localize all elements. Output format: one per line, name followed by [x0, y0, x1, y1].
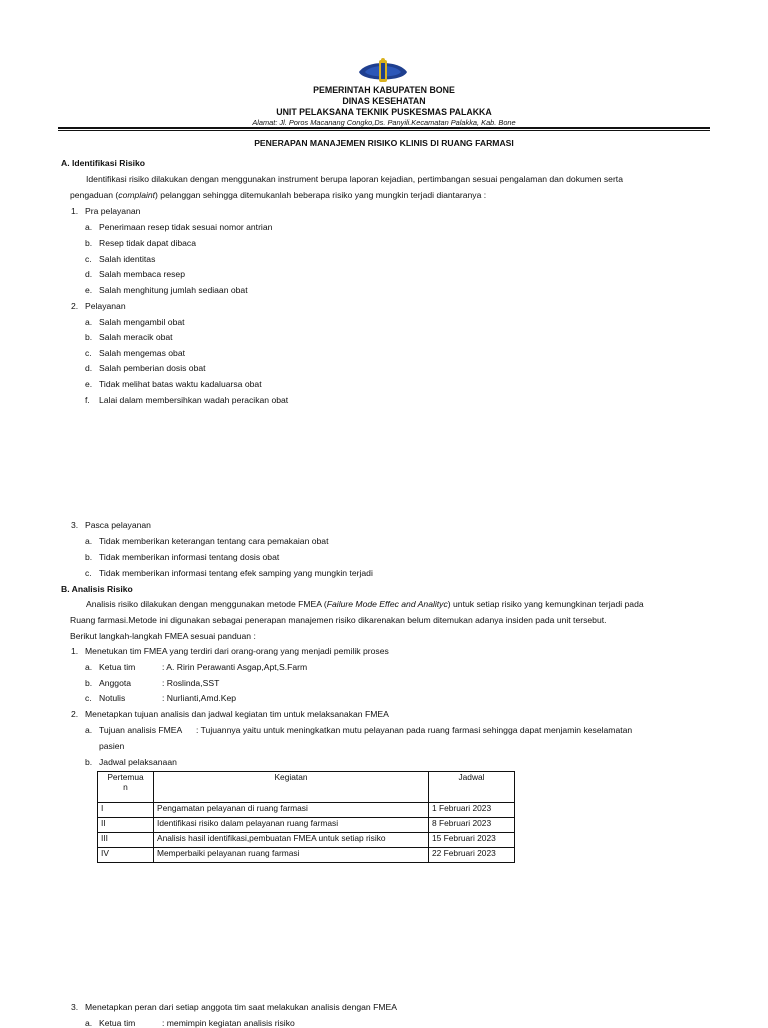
member-name: : A. Ririn Perawanti Asgap,Apt,S.Farm: [162, 662, 308, 672]
table-cell: 15 Februari 2023: [429, 833, 515, 848]
objective-label: Tujuan analisis FMEA: [99, 725, 183, 735]
list-letter: c.: [85, 693, 92, 703]
list-letter: b.: [85, 757, 93, 767]
table-cell: Identifikasi risiko dalam pelayanan ruang farmasi: [154, 818, 429, 833]
list-letter: f.: [85, 395, 90, 405]
objective-text: : Tujuannya yaitu untuk meningkatkan mutu pelayanan pada ruang farmasi sehingga dapat menjamin keselamatan: [196, 725, 633, 735]
list-letter: e.: [85, 379, 93, 389]
list-item: Lalai dalam membersihkan wadah peracikan obat: [99, 395, 289, 405]
header-government: PEMERINTAH KABUPATEN BONE: [313, 85, 455, 95]
list-letter: b.: [85, 678, 93, 688]
member-role: Ketua tim: [99, 662, 136, 672]
list-item: Salah identitas: [99, 254, 156, 264]
group-title-pelayanan: Pelayanan: [85, 301, 126, 311]
list-letter: a.: [85, 662, 93, 672]
list-letter: b.: [85, 238, 93, 248]
document-title: PENERAPAN MANAJEMEN RISIKO KLINIS DI RUANG FARMASI: [254, 138, 514, 148]
list-item: Tidak memberikan informasi tentang dosis obat: [99, 552, 280, 562]
schedule-label: Jadwal pelaksanaan: [99, 757, 177, 767]
role-description: : memimpin kegiatan analisis risiko: [162, 1018, 295, 1028]
objective-text-continued: pasien: [99, 741, 125, 751]
member-role: Anggota: [99, 678, 132, 688]
section-a-heading: A. Identifikasi Risiko: [61, 158, 146, 168]
section-b-paragraph-line1: Analisis risiko dilakukan dengan menggunakan metode FMEA (Failure Mode Effec and Analityc) untuk setiap risiko yang kemungkinan terjadi pada: [86, 599, 644, 609]
column-header-meeting: Pertemua n: [98, 772, 154, 803]
table-cell: Memperbaiki pelayanan ruang farmasi: [154, 848, 429, 863]
table-cell: Analisis hasil identifikasi,pembuatan FMEA untuk setiap risiko: [154, 833, 429, 848]
section-b-heading: B. Analisis Risiko: [61, 584, 133, 594]
header-address: Alamat: Jl. Poros Macanang Congko,Ds. Panyili.Kecamatan Palakka, Kab. Bone: [252, 118, 516, 127]
list-item: Tidak memberikan keterangan tentang cara pemakaian obat: [99, 536, 329, 546]
list-letter: d.: [85, 363, 93, 373]
list-item: Salah mengemas obat: [99, 348, 185, 358]
table-cell: Pengamatan pelayanan di ruang farmasi: [154, 803, 429, 818]
column-header-activity: Kegiatan: [154, 772, 429, 803]
member-name: : Roslinda,SST: [162, 678, 220, 688]
list-letter: c.: [85, 348, 92, 358]
group-title-pasca-pelayanan: Pasca pelayanan: [85, 520, 151, 530]
table-cell: IV: [98, 848, 154, 863]
list-letter: d.: [85, 269, 93, 279]
list-number: 2.: [71, 709, 79, 719]
list-item: Tidak melihat batas waktu kadaluarsa obat: [99, 379, 262, 389]
list-letter: a.: [85, 1018, 93, 1028]
list-item: Salah membaca resep: [99, 269, 185, 279]
table-cell: I: [98, 803, 154, 818]
list-item: Resep tidak dapat dibaca: [99, 238, 196, 248]
list-letter: a.: [85, 725, 93, 735]
table-row: [98, 803, 515, 818]
list-item: Tidak memberikan informasi tentang efek samping yang mungkin terjadi: [99, 568, 373, 578]
list-item: Salah meracik obat: [99, 332, 173, 342]
section-a-paragraph-line2: pengaduan (complaint) pelanggan sehingga ditemukanlah beberapa risiko yang mungkin terjadi diantaranya :: [70, 190, 487, 200]
section-b-paragraph-line2: Ruang farmasi.Metode ini digunakan sebagai penerapan manajemen risiko dikarenakan belum ditemukan adanya insiden pada unit tersebut.: [70, 615, 607, 625]
header-department: DINAS KESEHATAN: [342, 96, 426, 106]
step2-text: Menetapkan tujuan analisis dan jadwal kegiatan tim untuk melaksanakan FMEA: [85, 709, 389, 719]
list-number: 3.: [71, 520, 79, 530]
header-divider-thin: [58, 130, 710, 131]
column-header-schedule: Jadwal: [429, 772, 515, 803]
table-cell: III: [98, 833, 154, 848]
step1-text: Menetukan tim FMEA yang terdiri dari orang-orang yang menjadi pemilik proses: [85, 646, 389, 656]
list-letter: e.: [85, 285, 93, 295]
header-unit: UNIT PELAKSANA TEKNIK PUSKESMAS PALAKKA: [276, 107, 492, 117]
table-row: [98, 818, 515, 833]
list-number: 1.: [71, 646, 79, 656]
member-role: Notulis: [99, 693, 126, 703]
list-number: 1.: [71, 206, 79, 216]
list-letter: c.: [85, 254, 92, 264]
section-b-paragraph-line3: Berikut langkah-langkah FMEA sesuai panduan :: [70, 631, 256, 641]
list-item: Salah mengambil obat: [99, 317, 185, 327]
list-letter: a.: [85, 317, 93, 327]
section-a-paragraph-line1: Identifikasi risiko dilakukan dengan menggunakan instrument berupa laporan kejadian, pertimbangan sesuai pengalaman dan dokumen serta: [86, 174, 623, 184]
list-letter: b.: [85, 332, 93, 342]
list-item: Salah pemberian dosis obat: [99, 363, 206, 373]
table-cell: 22 Februari 2023: [429, 848, 515, 863]
list-item: Penerimaan resep tidak sesuai nomor antrian: [99, 222, 273, 232]
table-cell: 8 Februari 2023: [429, 818, 515, 833]
regency-emblem-icon: [357, 56, 409, 86]
list-item: Salah menghitung jumlah sediaan obat: [99, 285, 248, 295]
table-header-row: [98, 772, 515, 803]
member-name: : Nurlianti,Amd.Kep: [162, 693, 237, 703]
table-cell: II: [98, 818, 154, 833]
table-row: [98, 833, 515, 848]
header-divider-thick: [58, 127, 710, 129]
list-letter: b.: [85, 552, 93, 562]
list-letter: a.: [85, 222, 93, 232]
schedule-table: [97, 771, 515, 863]
table-cell: 1 Februari 2023: [429, 803, 515, 818]
group-title-pra-pelayanan: Pra pelayanan: [85, 206, 141, 216]
member-role: Ketua tim: [99, 1018, 136, 1028]
list-number: 2.: [71, 301, 79, 311]
table-row: [98, 848, 515, 863]
list-letter: c.: [85, 568, 92, 578]
list-number: 3.: [71, 1002, 79, 1012]
step3-text: Menetapkan peran dari setiap anggota tim saat melakukan analisis dengan FMEA: [85, 1002, 397, 1012]
list-letter: a.: [85, 536, 93, 546]
